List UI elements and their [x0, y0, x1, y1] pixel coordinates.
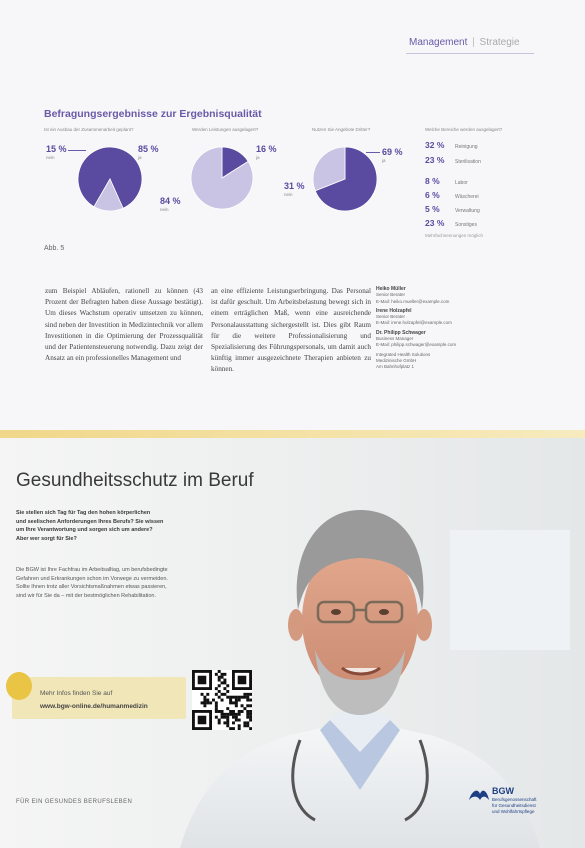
list-item: 23 % Sterilisation [425, 155, 481, 165]
list-note: Mehrfachnennungen möglich [425, 233, 484, 238]
pie-1-slice-b-value: 15 % [46, 144, 67, 154]
web-contact-intro: Mehr Infos finden Sie auf [40, 690, 113, 697]
pie-chart-2 [190, 146, 254, 210]
pie-3-slice-b-sub: nein [284, 192, 293, 197]
figure-caption: Abb. 5 [44, 245, 65, 252]
pie-1-slice-a-value: 85 % [138, 144, 159, 154]
contact-entry: Irene Holzapfel Senior Berater E-Mail: irene.holzapfel@example.com [376, 307, 452, 326]
ad-body-text: Die BGW ist Ihre Fachfrau im Arbeitsalltag, um berufsbedingte Gefahren und Erkrankungen schon im Vorwege zu vermeiden. Sollte Ihnen trotz aller Vorsichtsmaßnahmen etwas passieren, sind wir für Sie da – mit der bestmöglichen Rehabilitation. [16, 567, 168, 599]
list-item: 5 % Verwaltung [425, 204, 480, 214]
ad-slogan: FÜR EIN GESUNDES BERUFSLEBEN [16, 799, 133, 805]
pie-1-slice-b-sub: nein [46, 155, 55, 160]
pie-2-question: Werden Leistungen ausgelagert? [192, 127, 259, 132]
pie-3-question: Nutzen Sie Angebote Dritter? [312, 127, 371, 132]
header-rule [406, 53, 534, 54]
subsection-name: Strategie [479, 37, 520, 48]
web-contact-box [12, 677, 186, 719]
contact-list [376, 286, 526, 371]
sun-icon [6, 672, 32, 700]
pie-3-slice-b-value: 31 % [284, 181, 305, 191]
section-name: Management [409, 37, 468, 48]
pie-2-slice-b-sub: nein [160, 207, 169, 212]
list-item: 32 % Reinigung [425, 140, 478, 150]
pie-1-question: Ist ein Ausbau der Zusammenarbeit geplant? [44, 127, 134, 132]
bgw-logo-icon [468, 786, 490, 804]
list-item: 23 % Sonstiges [425, 218, 477, 228]
pie-2-slice-a-sub: ja [256, 155, 260, 160]
body-column-2: an eine effiziente Leistungserbringung. Das Personal ist dafür geschult. Um Arbeitsbelastung bewegt sich in einem erträglichen Maß, wenn eine ausreichende Personalausstattung sichergestellt ist. Dies gibt Raum für die weitere Professionalisierung und Spezialisierung des Führungspersonals, um damit auch künftig immer ausgezeichnete Therapien anbieten zu können. [211, 287, 371, 374]
pie-1-leader [68, 150, 86, 151]
section-divider [0, 430, 585, 438]
pie-3-leader [366, 152, 380, 153]
website-link[interactable]: www.bgw-online.de/humanmedizin [40, 703, 148, 710]
ad-lead-text: Sie stellen sich Tag für Tag den hohen körperlichen und seelischen Anforderungen Ihres Berufs? Sie wissen um Ihre Verantwortung und sorgen sich um andere? Aber wer sorgt für Sie? [16, 510, 164, 542]
section-header [409, 37, 520, 48]
pie-3-slice-a-value: 69 % [382, 147, 403, 157]
pie-2-slice-b-value: 84 % [160, 196, 181, 206]
list-item: 8 % Labor [425, 176, 468, 186]
list-question: Welche Bereiche werden ausgelagert? [425, 127, 503, 132]
pie-1-slice-a-sub: ja [138, 155, 142, 160]
contact-entry: Dr. Philipp Schwager Business Manager E-Mail: philipp.schwager@example.com [376, 329, 457, 348]
bgw-logo-subtitle: Berufsgenossenschaft für Gesundheitsdienst und Wohlfahrtspflege [492, 797, 537, 814]
contact-entry: Heiko Müller Senior Berater E-Mail: heiko.mueller@example.com [376, 286, 450, 304]
pie-3-slice-a-sub: ja [382, 158, 386, 163]
list-item: 6 % Wäscherei [425, 190, 479, 200]
body-column-1: zum Beispiel Abläufen, rationell zu können (43 Prozent der Befragten haben diese Aussage bestätigt). Um dieses Wachstum operativ umsetzen zu können, sind neben der Investition in Medizintechnik vor allem Investitionen in die Optimierung der Prozessqualität und der Patientensteuerung notwendig. Dazu zeigt der Ansatz an ein professionelles Management und [45, 287, 203, 363]
doctor-photo [180, 490, 585, 848]
qr-code-icon[interactable] [192, 670, 252, 730]
pie-chart-1 [77, 146, 143, 212]
section-separator: | [472, 37, 475, 48]
chart-title: Befragungsergebnisse zur Ergebnisqualität [44, 108, 262, 120]
pie-2-slice-a-value: 16 % [256, 144, 277, 154]
contact-entry: Integrated Health Solutions Medizinische GmbH Am Bahnhofplatz 1 [376, 351, 431, 370]
bgw-logo-name: BGW [492, 786, 514, 796]
ad-title: Gesundheitsschutz im Beruf [16, 470, 254, 491]
pie-chart-3 [312, 146, 378, 212]
